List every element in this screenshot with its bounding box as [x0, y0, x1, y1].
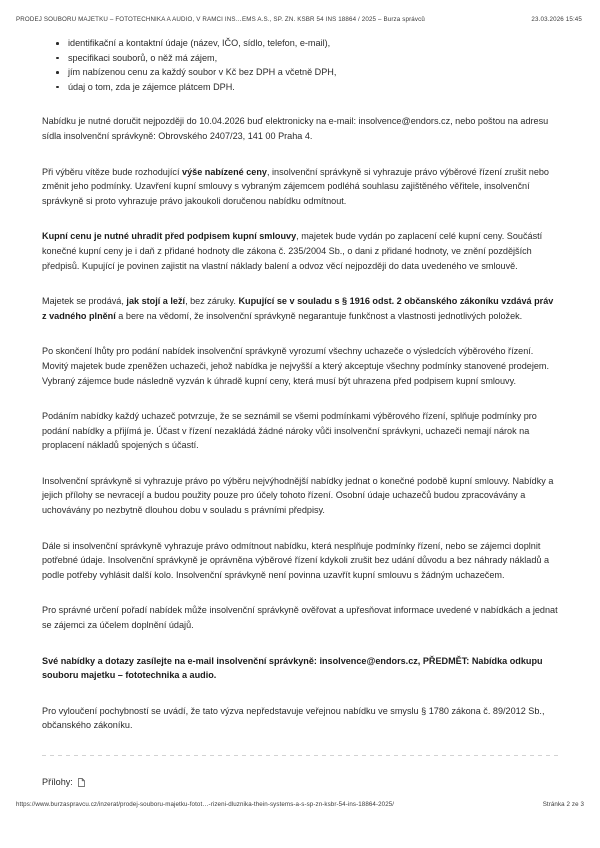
- document-icon: [78, 778, 85, 787]
- paragraph-deadline: [42, 114, 558, 143]
- print-header: [0, 13, 600, 25]
- list-item: identifikační a kontaktní údaje (název, IČO, sídlo, telefon, e-mail),: [68, 36, 558, 51]
- list-item: specifikaci souborů, o něž má zájem,: [68, 51, 558, 66]
- print-header-timestamp: 23.03.2026 15:45: [531, 15, 582, 23]
- spacer: [42, 323, 558, 344]
- emphasized-text: Své nabídky a dotazy zasílejte na e-mail insolvenční správkyně: insolvence@endors.cz, PŘEDMĚT: Nabídka odkupu souboru majetku – fototechnika a audio.: [42, 655, 543, 681]
- body-text: Dále si insolvenční správkyně vyhrazuje právo odmítnout nabídku, která nesplňuje podmínky řízení, nebo se zájemci doplnit potřebné údaje. Insolvenční správkyně je oprávněna výběrové řízení kdykoli zrušit bez udání důvodu a bez náhrady nákladů a podle potřeby vyhlásit další kolo. Insolvenční správkyně není povinna uzavřít kupní smlouvu s žádným uchazečem.: [42, 540, 550, 580]
- emphasized-text: Kupující se v souladu s § 1916 odst. 2 občanského zákoníku vzdává práv z vadného plnění: [42, 296, 554, 321]
- attachments-label: Přílohy:: [42, 777, 73, 787]
- paragraph-not-public-offer: [42, 704, 558, 733]
- print-footer-url: https://www.burzaspravcu.cz/inzerat/prodej-souboru-majetku-fotot…-rizeni-dluznika-thein-systems-a-s-sp-zn-ksbr-54-ins-18864-2025/: [16, 800, 395, 808]
- spacer: [42, 453, 558, 474]
- document-body: [0, 36, 600, 788]
- spacer: [42, 518, 558, 539]
- spacer: [42, 144, 558, 165]
- print-header-title: PRODEJ SOUBORU MAJETKU – FOTOTECHNIKA A AUDIO, V RAMCI INS…EMS A.S., SP. ZN. KSBR 54 INS 18864 / 2025 – Burza správců: [16, 15, 425, 23]
- body-text: , insolvenční správkyně si vyhrazuje právo výběrové řízení zrušit nebo změnit jeho podmínky. Uzavření kupní smlouvy s vybraným zájemcem podléhá souhlasu zajištěného věřitele, insolvenční správkyně si proto vyhrazuje právo jakoukoli doručenou nabídku odmítnout.: [42, 166, 549, 206]
- print-footer: [0, 798, 600, 810]
- body-text: , bez záruky.: [185, 296, 239, 307]
- spacer: [42, 683, 558, 704]
- body-text: , majetek bude vydán po zaplacení celé kupní ceny. Součástí konečné kupní ceny je i daň z přidané hodnoty dle zákona č. 235/2004 Sb., o dani z přidané hodnoty, ve znění pozdějších předpisů. Kupující je povinen zajistit na vlastní náklady balení a odvoz věcí nejpozději do data uvedeného ve smlouvě.: [42, 231, 543, 271]
- paragraph-rejection-rights: [42, 539, 558, 583]
- print-footer-page-number: Stránka 2 ze 3: [542, 800, 584, 808]
- spacer: [42, 273, 558, 294]
- body-text: Insolvenční správkyně si vyhrazuje právo po výběru nejvýhodnější nabídky jednat o konečné podobě kupní smlouvy. Nabídky a jejich přílohy se nevracejí a budou použity pouze pro účely tohoto řízení. Osobní údaje uchazečů budou zpracovávány a uchovávány po nezbytně dlouhou dobu v souladu s právními předpisy.: [42, 475, 554, 516]
- paragraph-negotiation: [42, 474, 558, 518]
- paragraph-as-is: [42, 294, 558, 323]
- emphasized-text: jak stojí a leží: [126, 296, 186, 307]
- emphasized-text: výše nabízené ceny: [182, 166, 267, 177]
- paragraph-winner-selection: [42, 165, 558, 209]
- body-text: Nabídku je nutné doručit nejpozději do 10.04.2026 buď elektronicky na e-mail: insolvence@endors.cz, nebo poštou na adresu sídla insolvenční správkyně: Obrovského 2407/23, 141 00 Praha 4.: [42, 116, 549, 141]
- spacer: [42, 208, 558, 229]
- paragraph-ordering: [42, 603, 558, 632]
- list-item: údaj o tom, zda je zájemce plátcem DPH.: [68, 80, 558, 95]
- emphasized-text: Kupní cenu je nutné uhradit před podpisem kupní smlouvy: [42, 231, 297, 242]
- list-item: jím nabízenou cenu za každý soubor v Kč bez DPH a včetně DPH,: [68, 65, 558, 80]
- spacer: [42, 582, 558, 603]
- spacer: [42, 388, 558, 409]
- body-text: a bere na vědomí, že insolvenční správkyně negarantuje funkčnost a vlastnosti jednotlivých položek.: [115, 310, 523, 321]
- body-text: Po skončení lhůty pro podání nabídek insolvenční správkyně vyrozumí všechny uchazeče o výsledcích výběrového řízení. Movitý majetek bude zpeněžen uchazeči, jehož nabídka je nejvyšší a který akceptuje všechny podmínky stanovené prodejem. Vybraný zájemce bude následně vyzván k úhradě kupní ceny, která musí být uhrazena před podpisem kupní smlouvy.: [42, 346, 550, 386]
- section-divider: [42, 755, 558, 756]
- paragraph-purchase-price: [42, 229, 558, 273]
- spacer: [42, 94, 558, 114]
- body-text: Pro správné určení pořadí nabídek může insolvenční správkyně ověřovat a upřesňovat informace uvedené v nabídkách a jednat se zájemci za účelem doplnění údajů.: [42, 605, 558, 631]
- paragraph-send-offers: [42, 654, 558, 683]
- body-text: Pro vyloučení pochybností se uvádí, že tato výzva nepředstavuje veřejnou nabídku ve smyslu § 1780 zákona č. 89/2012 Sb., občanského zákoníku.: [42, 705, 545, 731]
- paragraph-confirmation: [42, 409, 558, 453]
- paragraph-after-deadline: [42, 344, 558, 388]
- body-text: Podáním nabídky každý uchazeč potvrzuje, že se seznámil se všemi podmínkami výběrového řízení, splňuje podmínky pro podání nabídky a přijímá je. Účast v řízení nezakládá žádné nároky vůči insolvenční správkyni, uchazeči nemají nárok na proplacení nákladů spojených s účastí.: [42, 411, 537, 451]
- attachments-row: [42, 775, 558, 790]
- offer-requirements-list: [42, 36, 558, 94]
- spacer: [42, 633, 558, 654]
- body-text: Majetek se prodává,: [42, 296, 127, 307]
- body-text: Při výběru vítěze bude rozhodující: [42, 166, 183, 177]
